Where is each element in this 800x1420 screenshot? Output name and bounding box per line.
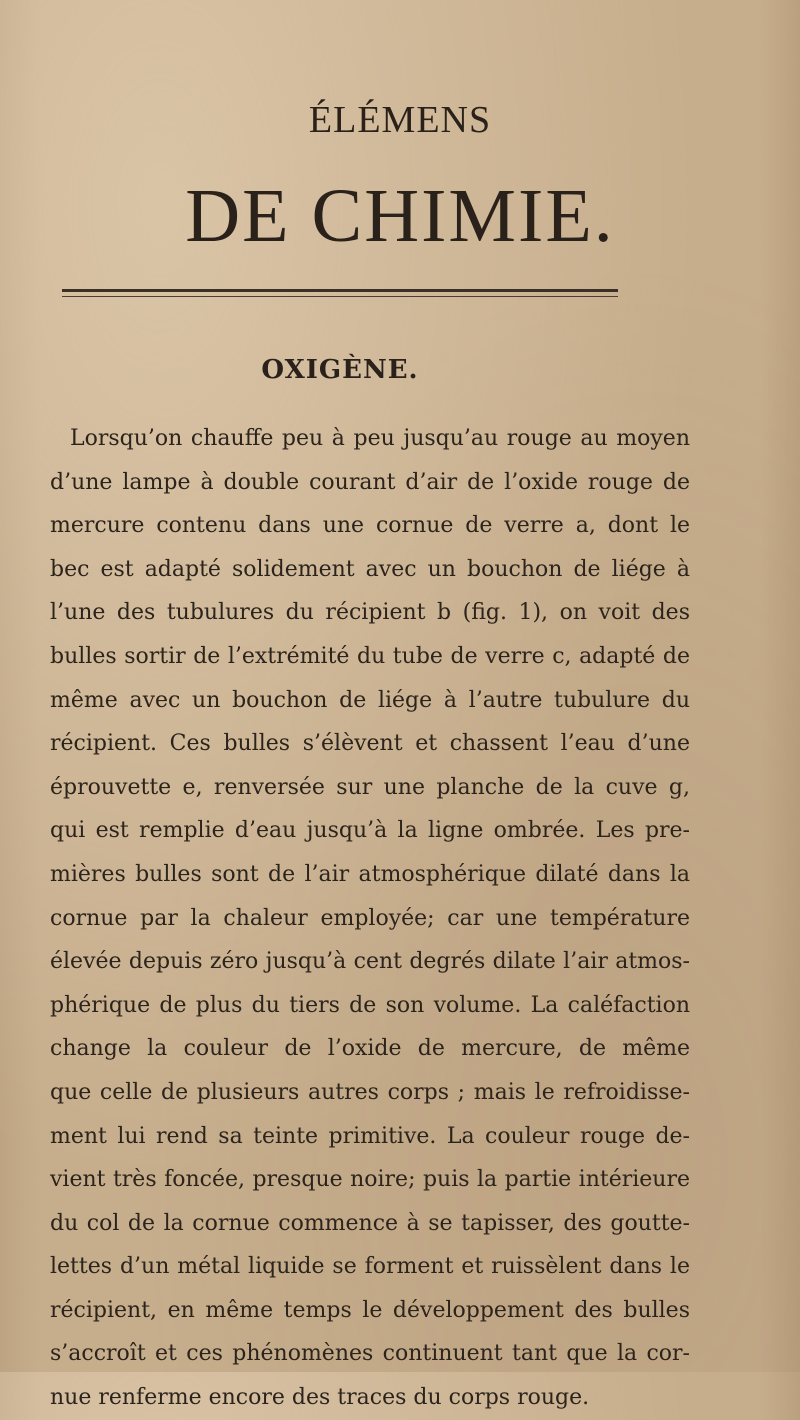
text-line: cornue par la chaleur employée; car une température [50, 905, 690, 931]
text-line: vient très foncée, presque noire; puis la partie intérieure [50, 1167, 690, 1193]
text-line: récipient, en même temps le développement des bulles [50, 1297, 690, 1323]
text-line: mercure contenu dans une cornue de verre a, dont le [50, 513, 690, 539]
section-title: OXIGÈNE. [261, 355, 419, 385]
text-line: lettes d’un métal liquide se forment et ruissèlent dans le [50, 1254, 690, 1280]
text-line: bulles sortir de l’extrémité du tube de verre c, adapté de [50, 643, 690, 669]
header-subtitle: DE CHIMIE. [185, 174, 615, 258]
text-line: bec est adapté solidement avec un bouchon de liége à [50, 556, 690, 582]
double-rule-divider [62, 289, 618, 301]
text-line: du col de la cornue commence à se tapisser, des goutte- [50, 1210, 690, 1236]
text-line: change la couleur de l’oxide de mercure, de même [50, 1036, 690, 1062]
text-line: éprouvette e, renversée sur une planche de la cuve g, [50, 774, 690, 800]
text-line: même avec un bouchon de liége à l’autre tubulure du [50, 687, 690, 713]
text-line: mières bulles sont de l’air atmosphérique dilaté dans la [50, 861, 690, 887]
text-line: phérique de plus du tiers de son volume. La caléfaction [50, 992, 690, 1018]
header-title: ÉLÉMENS [308, 99, 492, 141]
text-line: élevée depuis zéro jusqu’à cent degrés dilate l’air atmos- [50, 949, 690, 975]
rule-thick-line [62, 289, 618, 292]
text-line: nue renferme encore des traces du corps rouge. [50, 1385, 590, 1411]
text-line: d’une lampe à double courant d’air de l’oxide rouge de [50, 469, 690, 495]
text-line: l’une des tubulures du récipient b (fig. 1), on voit des [50, 600, 690, 626]
text-line: que celle de plusieurs autres corps ; mais le refroidisse- [50, 1079, 690, 1105]
text-line: ment lui rend sa teinte primitive. La couleur rouge de- [50, 1123, 690, 1149]
text-line: Lorsqu’on chauffe peu à peu jusqu’au rouge au moyen [70, 426, 690, 451]
text-line: s’accroît et ces phénomènes continuent tant que la cor- [50, 1341, 690, 1367]
text-line: récipient. Ces bulles s’élèvent et chassent l’eau d’une [50, 731, 690, 757]
rule-thin-line [62, 296, 618, 297]
text-line: qui est remplie d’eau jusqu’à la ligne ombrée. Les pre- [50, 818, 690, 844]
body-paragraph [50, 417, 690, 1420]
